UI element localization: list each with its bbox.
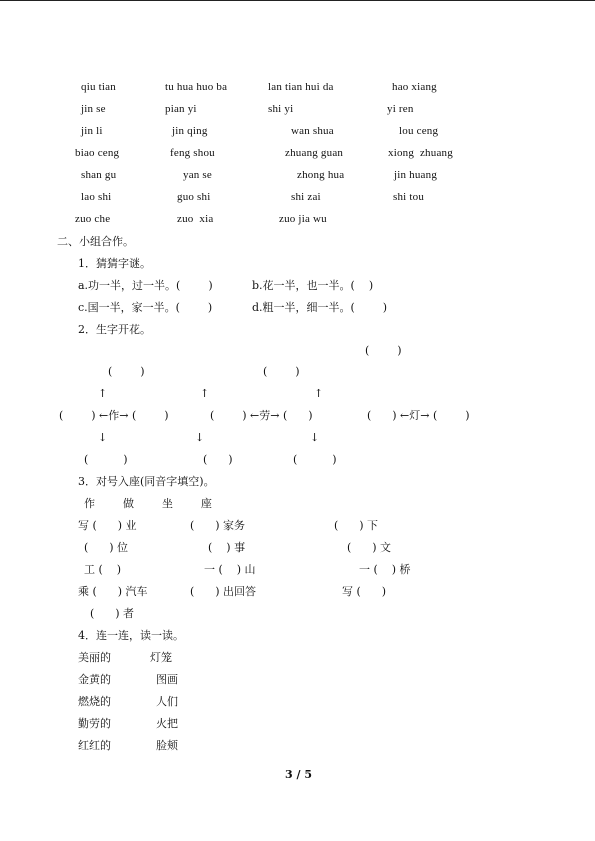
pinyin-r0-c1: tu hua huo ba — [165, 81, 228, 93]
q4-left-item: 燃烧的 — [78, 695, 111, 708]
q1-item-b: b.花一半，也一半。( ) — [252, 279, 374, 292]
q4-left-item: 美丽的 — [78, 651, 111, 664]
pinyin-r0-c0: qiu tian — [81, 81, 116, 93]
q2-title: 2．生字开花。 — [78, 323, 151, 336]
q3-blank: ( ) 家务 — [190, 519, 246, 532]
page-number: 3 / 5 — [285, 768, 312, 781]
pinyin-r3-c2: zhuang guan — [285, 147, 344, 159]
q4-right-item: 脸颊 — [156, 739, 178, 752]
pinyin-r6-c1: zuo xia — [177, 213, 214, 225]
arrow-up-icon: ↑ — [98, 387, 108, 400]
q2-mid-right: ( ) ←灯→ ( ) — [367, 409, 470, 422]
arrow-down-icon: ↓ — [98, 431, 108, 444]
q3-blank: ( ) 文 — [347, 541, 392, 554]
q4-right-item: 图画 — [156, 673, 178, 686]
q3-characters: 作 做 坐 座 — [84, 497, 212, 510]
arrow-down-icon: ↓ — [195, 431, 205, 444]
pinyin-r2-c1: jin qing — [172, 125, 208, 137]
q3-blank: 写 ( ) 业 — [78, 519, 137, 532]
q1-item-d: d.粗一半，细一半。( ) — [252, 301, 388, 314]
q4-right-item: 人们 — [156, 695, 178, 708]
q4-title: 4．连一连，读一读。 — [78, 629, 184, 642]
q3-blank: 写 ( ) — [342, 585, 387, 598]
pinyin-r4-c1: yan se — [183, 169, 212, 181]
q3-blank: ( ) 位 — [84, 541, 129, 554]
q3-blank: 工 ( ) — [84, 563, 122, 576]
pinyin-r4-c3: jin huang — [394, 169, 438, 181]
q2-top-left: ( ) — [108, 365, 145, 378]
pinyin-r5-c3: shi tou — [393, 191, 425, 203]
q4-left-item: 金黄的 — [78, 673, 111, 686]
q4-left-item: 红红的 — [78, 739, 111, 752]
q1-item-a: a.功一半，过一半。( ) — [78, 279, 213, 292]
q3-blank: 乘 ( ) 汽车 — [78, 585, 148, 598]
q3-blank: ( ) 者 — [90, 607, 135, 620]
pinyin-r5-c0: lao shi — [81, 191, 112, 203]
pinyin-r0-c3: hao xiang — [392, 81, 437, 93]
pinyin-r3-c3: xiong zhuang — [388, 147, 453, 159]
q2-bot-right: ( ) — [293, 453, 337, 466]
arrow-up-icon: ↑ — [314, 387, 324, 400]
q4-right-item: 灯笼 — [150, 651, 172, 664]
pinyin-r2-c2: wan shua — [291, 125, 334, 137]
pinyin-r6-c0: zuo che — [75, 213, 111, 225]
pinyin-r2-c0: jin li — [81, 125, 103, 137]
pinyin-r2-c3: lou ceng — [399, 125, 439, 137]
q2-mid-mid: ( ) ←劳→ ( ) — [210, 409, 313, 422]
q2-bot-mid: ( ) — [203, 453, 233, 466]
arrow-down-icon: ↓ — [310, 431, 320, 444]
q2-bot-left: ( ) — [84, 453, 128, 466]
pinyin-r4-c0: shan gu — [81, 169, 117, 181]
q1-item-c: c.国一半，家一半。( ) — [78, 301, 213, 314]
q2-top-far: ( ) — [365, 344, 402, 357]
pinyin-r4-c2: zhong hua — [297, 169, 345, 181]
pinyin-r3-c1: feng shou — [170, 147, 215, 159]
q1-title: 1．猜猜字谜。 — [78, 257, 151, 270]
q2-mid-left: ( ) ←作→ ( ) — [59, 409, 169, 422]
pinyin-r6-c2: zuo jia wu — [279, 213, 327, 225]
q3-blank: ( ) 出回答 — [190, 585, 257, 598]
pinyin-r5-c1: guo shi — [177, 191, 211, 203]
pinyin-r5-c2: shi zai — [291, 191, 321, 203]
section-title: 二、小组合作。 — [57, 235, 134, 248]
q3-title: 3．对号入座(同音字填空)。 — [78, 475, 215, 488]
pinyin-r3-c0: biao ceng — [75, 147, 120, 159]
q3-blank: ( ) 下 — [334, 519, 379, 532]
pinyin-r1-c3: yi ren — [387, 103, 414, 115]
pinyin-r0-c2: lan tian hui da — [268, 81, 334, 93]
arrow-up-icon: ↑ — [200, 387, 210, 400]
pinyin-r1-c1: pian yi — [165, 103, 197, 115]
q4-left-item: 勤劳的 — [78, 717, 111, 730]
q3-blank: 一 ( ) 桥 — [359, 563, 411, 576]
pinyin-r1-c0: jin se — [81, 103, 106, 115]
q2-top-mid: ( ) — [263, 365, 300, 378]
pinyin-r1-c2: shi yi — [268, 103, 294, 115]
q3-blank: ( ) 事 — [208, 541, 246, 554]
q4-right-item: 火把 — [156, 717, 178, 730]
q3-blank: 一 ( ) 山 — [204, 563, 256, 576]
top-rule — [0, 0, 595, 1]
